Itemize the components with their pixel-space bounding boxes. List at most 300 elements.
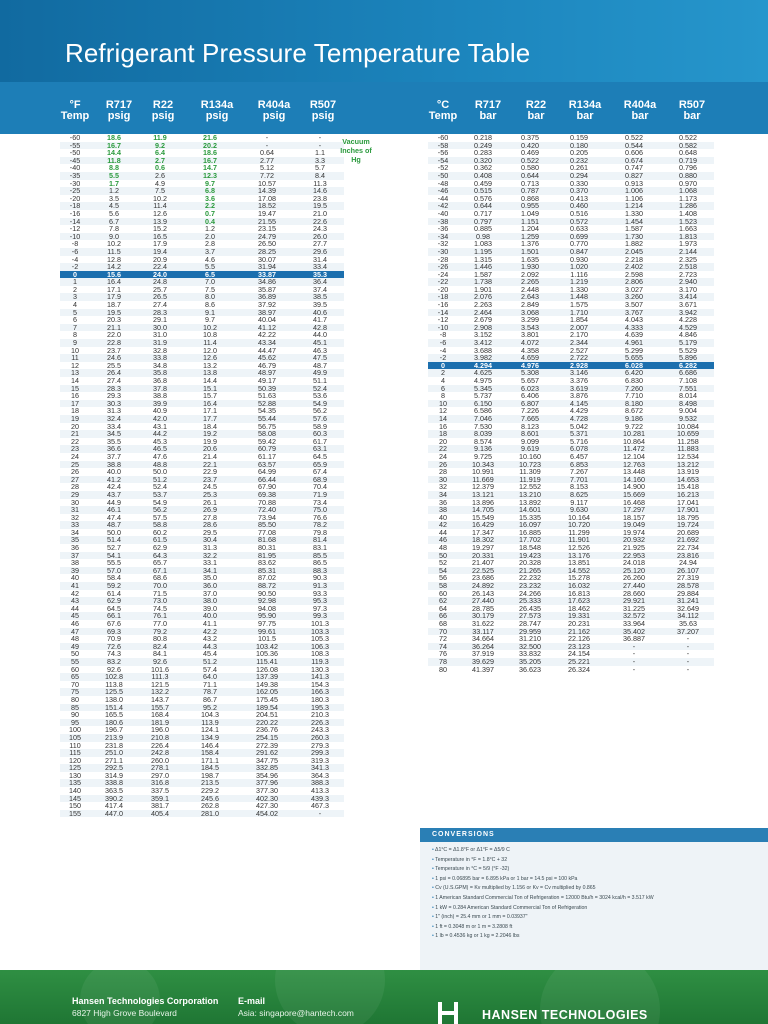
left-row [60, 628, 344, 636]
left-cell: 40.6 [296, 309, 344, 317]
left-row [60, 476, 344, 484]
left-row [60, 506, 344, 514]
left-cell: 85.50 [238, 521, 296, 529]
left-cell: -14 [60, 218, 90, 226]
right-cell: 6.078 [552, 445, 606, 453]
left-cell: 1.1 [315, 149, 325, 157]
left-cell: 92.98 [238, 597, 296, 605]
right-cell: 17.297 [606, 506, 662, 514]
right-cell: -52 [437, 164, 449, 172]
left-cell: 40 [71, 574, 79, 583]
fahrenheit-psig-table [60, 134, 344, 817]
right-cell: 14 [428, 415, 458, 423]
left-cell: 18 [71, 407, 79, 415]
left-cell: 4.9 [155, 179, 165, 188]
left-row [60, 544, 344, 552]
right-row [428, 157, 714, 165]
right-cell: 33.832 [519, 650, 541, 658]
left-row [60, 453, 344, 461]
left-row [60, 286, 344, 294]
left-cell: 41.2 [90, 476, 138, 484]
right-cell: 2.849 [521, 301, 539, 309]
left-row [60, 567, 344, 575]
right-cell: 0.420 [508, 142, 552, 150]
left-cell: 279.3 [311, 741, 329, 750]
right-row [428, 445, 714, 453]
left-cell: 229.2 [201, 787, 219, 795]
right-cell: 4.072 [508, 339, 552, 347]
left-cell: 25.5 [107, 361, 121, 370]
left-row [60, 157, 344, 165]
right-cell: 11.309 [519, 468, 541, 476]
left-cell: 13.8 [182, 369, 238, 377]
right-cell: - [686, 650, 690, 658]
right-cell: 1.006 [606, 187, 662, 195]
right-row [428, 415, 714, 423]
left-cell: 2.7 [138, 157, 182, 165]
left-row [60, 491, 344, 499]
left-cell: 29.5 [203, 528, 217, 537]
right-cell: 14.552 [552, 567, 606, 575]
right-cell: 2.464 [458, 309, 508, 317]
right-cell: 0.827 [606, 172, 662, 180]
left-cell: 19 [60, 415, 90, 423]
left-cell: 15 [60, 385, 90, 393]
right-cell: 8.625 [552, 491, 606, 499]
right-cell: 2.263 [474, 301, 492, 309]
conversion-item: • 1" (inch) = 25.4 mm or 1 mm = 0.03937" [432, 913, 762, 923]
left-cell: 11.4 [138, 202, 182, 210]
left-cell: 125.5 [90, 688, 138, 696]
left-cell: 7.5 [138, 187, 182, 195]
left-cell: 40.9 [153, 407, 167, 415]
right-row [428, 506, 714, 514]
left-cell: 25.7 [153, 285, 167, 294]
left-cell: 341.3 [296, 764, 344, 772]
left-cell: 9 [60, 339, 90, 347]
left-cell: 57.5 [153, 513, 167, 522]
right-row [428, 256, 714, 264]
left-cell: 40.0 [182, 612, 238, 620]
right-row [428, 430, 714, 438]
left-cell: 66.44 [238, 476, 296, 484]
right-cell: 9.630 [552, 506, 606, 514]
left-cell: 103.42 [238, 643, 296, 651]
right-cell: 13.851 [568, 559, 590, 567]
right-cell: 12.379 [472, 483, 494, 491]
left-cell: 75.0 [296, 506, 344, 514]
right-row [428, 628, 714, 636]
right-cell: 12.763 [606, 461, 662, 469]
left-row [60, 612, 344, 620]
left-cell: 19.5 [90, 309, 138, 317]
left-cell: 59.2 [90, 582, 138, 590]
left-cell: 158.4 [182, 749, 238, 757]
right-row [428, 453, 714, 461]
right-cell: 3.146 [552, 369, 606, 377]
right-cell: 1.730 [606, 233, 662, 241]
right-cell: - [662, 658, 714, 666]
left-cell: 33.4 [107, 422, 121, 431]
right-cell: 33.117 [458, 628, 508, 636]
left-cell: 42.4 [107, 483, 121, 491]
right-cell: 4.294 [458, 362, 508, 370]
right-cell: 0.408 [458, 172, 508, 180]
right-cell: 12.104 [623, 452, 645, 461]
right-cell: 17.901 [662, 506, 714, 514]
right-cell: 2.265 [508, 278, 552, 286]
left-cell: 26.0 [296, 233, 344, 241]
left-cell: 43.7 [90, 491, 138, 499]
left-cell: 347.75 [256, 756, 278, 765]
right-cell: 1.454 [606, 218, 662, 226]
left-cell: 38.5 [296, 293, 344, 301]
left-cell: 78.7 [182, 688, 238, 696]
right-cell: 10 [428, 400, 458, 408]
right-cell: 18 [428, 430, 458, 438]
left-cell: 42.22 [258, 331, 276, 340]
left-cell: 51.4 [90, 536, 138, 544]
right-cell: 3.801 [521, 331, 539, 340]
right-cell: 4.429 [570, 407, 588, 415]
right-cell: 10.991 [472, 468, 494, 476]
right-cell: 3.619 [552, 385, 606, 393]
left-cell: 27.4 [153, 301, 167, 309]
right-cell: 0.522 [508, 157, 552, 165]
left-row [60, 749, 344, 757]
left-cell: 184.5 [182, 764, 238, 772]
left-cell: 165.5 [105, 711, 123, 719]
right-cell: 12.552 [519, 483, 541, 491]
left-cell: 377.96 [238, 779, 296, 787]
right-cell: -8 [439, 331, 447, 340]
right-cell: 24.266 [519, 589, 541, 598]
right-cell: 0.576 [474, 194, 492, 203]
left-cell: 7.5 [205, 285, 215, 294]
right-cell: 20.689 [677, 528, 699, 537]
right-cell: 34.112 [662, 612, 714, 620]
right-cell: -20 [437, 285, 449, 294]
left-row [60, 499, 344, 507]
left-cell: 43.34 [238, 339, 296, 347]
right-cell: 8.601 [508, 430, 552, 438]
conversion-item: • 1 lb = 0.4536 kg or 1 kg = 2.2046 lbs [432, 932, 762, 942]
right-cell: 1.286 [662, 202, 714, 210]
right-cell: -48 [437, 179, 449, 188]
right-cell: 1.575 [570, 301, 588, 309]
right-cell: 31.241 [662, 597, 714, 605]
right-cell: 7.046 [458, 415, 508, 423]
left-cell: 2.6 [138, 172, 182, 180]
right-cell: 16 [439, 422, 447, 431]
right-cell: 10.164 [568, 513, 590, 522]
right-row [428, 324, 714, 332]
left-row [60, 483, 344, 491]
conversion-item: • 1 ft = 0.3048 m or 1 m = 3.2808 ft [432, 923, 762, 933]
right-cell: 0.674 [606, 157, 662, 165]
left-cell: 22.4 [138, 263, 182, 271]
left-cell: 25 [60, 461, 90, 469]
right-cell: 0.644 [508, 172, 552, 180]
right-cell: 6.023 [508, 385, 552, 393]
left-cell: 24.5 [203, 483, 217, 491]
left-cell: 36.6 [90, 445, 138, 453]
left-cell: 84.1 [153, 650, 167, 658]
right-cell: -60 [437, 134, 449, 142]
left-cell: 12.6 [182, 354, 238, 362]
left-cell: 180.6 [90, 719, 138, 727]
left-cell: 3 [60, 293, 90, 301]
left-cell: 28.3 [90, 385, 138, 393]
left-cell: -35 [60, 172, 90, 180]
right-cell: 32 [439, 483, 447, 491]
left-cell: 83.1 [313, 544, 327, 552]
celsius-bar-table [428, 134, 714, 673]
left-cell: 390.2 [90, 795, 138, 803]
left-cell: 46 [71, 620, 79, 628]
right-cell: 6.830 [625, 377, 643, 385]
right-cell: 0.880 [662, 172, 714, 180]
right-cell: 4.358 [521, 346, 539, 355]
left-cell: 44.47 [258, 346, 276, 355]
right-cell: 14.160 [606, 476, 662, 484]
left-row [60, 331, 344, 339]
right-cell: 28.660 [623, 589, 645, 598]
left-cell: 7.0 [182, 278, 238, 286]
right-cell: -34 [428, 233, 458, 241]
right-cell: 35.63 [679, 620, 697, 628]
right-cell: 23.232 [508, 582, 552, 590]
right-cell: 15.335 [519, 513, 541, 522]
conversion-item: • Δ1°C = Δ1.8°F or Δ1°F = Δ5/9 C [432, 846, 762, 856]
right-cell: 4.961 [606, 339, 662, 347]
left-cell: 36.89 [238, 293, 296, 301]
left-cell: 76.6 [313, 513, 327, 522]
right-cell: 0.717 [474, 209, 492, 218]
left-cell: 37 [60, 552, 90, 560]
right-row [428, 612, 714, 620]
right-cell: -22 [428, 278, 458, 286]
left-cell: 11 [60, 354, 90, 362]
right-cell: 5.308 [508, 369, 552, 377]
right-cell: 0.522 [625, 134, 643, 142]
left-cell: 2.77 [238, 157, 296, 165]
left-row [60, 711, 344, 719]
left-row [60, 142, 344, 150]
left-cell: 26.5 [138, 293, 182, 301]
right-cell: 0.644 [458, 202, 508, 210]
right-cell: 1.973 [679, 240, 697, 248]
left-cell: 32.4 [90, 415, 138, 423]
left-cell: 46.1 [90, 506, 138, 514]
left-cell: 33.87 [238, 271, 296, 279]
left-cell: 151.4 [90, 704, 138, 712]
left-cell: 55 [60, 658, 90, 666]
right-cell: 1.204 [521, 225, 539, 233]
right-cell: 3.299 [521, 316, 539, 324]
left-cell: 12.3 [182, 172, 238, 180]
left-cell: 24.79 [238, 233, 296, 241]
right-cell: 1.116 [570, 270, 588, 279]
right-cell: 26.143 [472, 589, 494, 598]
left-cell: 57.6 [296, 415, 344, 423]
left-cell: 45.1 [296, 339, 344, 347]
right-cell: -50 [428, 172, 458, 180]
left-cell: 29.6 [296, 248, 344, 256]
left-cell: 40.04 [258, 316, 276, 324]
left-cell: 22.6 [296, 218, 344, 226]
right-cell: 9.004 [679, 407, 697, 415]
right-row [428, 650, 714, 658]
left-row [60, 597, 344, 605]
left-cell: 5 [60, 309, 90, 317]
left-cell: 64.5 [313, 452, 327, 461]
left-cell: 110 [69, 741, 81, 750]
left-cell: 125 [60, 764, 90, 772]
right-cell: 2.928 [552, 362, 606, 370]
right-cell: 1.408 [679, 209, 697, 218]
left-cell: 115 [60, 749, 90, 757]
left-cell: 30.0 [138, 324, 182, 332]
left-row [60, 734, 344, 742]
left-cell: 50.0 [107, 528, 121, 537]
left-cell: 4.5 [90, 202, 138, 210]
left-cell: 95 [60, 719, 90, 727]
right-cell: 27.319 [677, 574, 699, 583]
left-cell: 22.8 [90, 339, 138, 347]
left-cell: 28.25 [238, 248, 296, 256]
right-cell: 22.953 [606, 552, 662, 560]
footer-email-asia[interactable]: Asia: singapore@hantech.com [238, 1008, 354, 1018]
right-cell: 1.049 [521, 209, 539, 218]
left-cell: 168.4 [151, 711, 169, 719]
right-cell: 8.123 [521, 422, 539, 431]
left-cell: 21.1 [90, 324, 138, 332]
left-cell: 105 [60, 734, 90, 742]
left-cell: 35.87 [258, 285, 276, 294]
left-cell: 18.4 [203, 422, 217, 431]
right-cell: 25.120 [606, 567, 662, 575]
right-cell: 16.468 [623, 498, 645, 507]
left-cell: 166.3 [296, 688, 344, 696]
left-row [60, 225, 344, 233]
left-cell: 17.1 [203, 407, 217, 415]
conversion-item: • 1 psi = 0.06895 bar = 6.895 kPa or 1 bar = 14.5 psi = 100 kPa [432, 875, 762, 885]
left-cell: 35.0 [203, 574, 217, 583]
left-cell: 67.4 [313, 468, 327, 476]
right-cell: 13.210 [508, 491, 552, 499]
right-cell: 4.625 [458, 369, 508, 377]
left-cell: 42 [71, 589, 79, 598]
left-cell: 31.0 [153, 331, 167, 340]
left-cell: 154.3 [311, 680, 329, 689]
right-row [428, 362, 714, 370]
right-cell: 28.578 [662, 582, 714, 590]
left-cell: 57.4 [203, 665, 217, 674]
left-cell: 71.1 [203, 680, 217, 689]
right-cell: 2.679 [474, 316, 492, 324]
right-cell: 3.982 [458, 354, 508, 362]
left-cell: 34.8 [153, 361, 167, 370]
left-cell: 150 [69, 802, 81, 810]
right-cell: -2 [428, 354, 458, 362]
right-cell: 37.919 [472, 650, 494, 658]
right-cell: 5.529 [679, 346, 697, 355]
left-cell: 52.4 [153, 483, 167, 491]
right-row [428, 210, 714, 218]
left-cell: 16.4 [182, 400, 238, 408]
right-cell: 18.157 [623, 513, 645, 522]
left-cell: 48 [71, 635, 79, 643]
left-cell: 51.1 [313, 377, 327, 385]
left-cell: 10.57 [258, 179, 276, 188]
left-cell: 19.2 [182, 430, 238, 438]
right-cell: 2.325 [679, 255, 697, 264]
left-cell: 3.3 [296, 157, 344, 165]
right-cell: 2.045 [606, 248, 662, 256]
right-cell: 8.672 [625, 407, 643, 415]
right-cell: 21.925 [623, 544, 645, 552]
right-cell: 9.532 [662, 415, 714, 423]
left-cell: 26.4 [90, 369, 138, 377]
right-cell: 0.544 [606, 142, 662, 150]
left-cell: 417.4 [105, 802, 123, 810]
right-cell: 1.501 [508, 248, 552, 256]
right-cell: 7.551 [662, 385, 714, 393]
left-row [60, 704, 344, 712]
left-cell: 65.9 [296, 461, 344, 469]
right-cell: 4.529 [662, 324, 714, 332]
left-cell: 32.8 [153, 346, 167, 355]
left-cell: 5.7 [315, 164, 325, 172]
left-cell: 26.9 [182, 506, 238, 514]
left-cell: 18.7 [107, 301, 121, 309]
left-cell: 21.0 [313, 209, 327, 218]
right-cell: 0.580 [521, 164, 539, 172]
right-cell: 10.659 [662, 430, 714, 438]
right-cell: 7.267 [570, 468, 588, 476]
right-row [428, 331, 714, 339]
right-cell: 15.549 [472, 513, 494, 522]
left-row [60, 696, 344, 704]
right-cell: 19.297 [472, 544, 494, 552]
right-cell: 5.371 [552, 430, 606, 438]
left-cell: 33.4 [296, 263, 344, 271]
left-cell: 13 [60, 369, 90, 377]
left-row [60, 764, 344, 772]
left-cell: 29 [60, 491, 90, 499]
left-row [60, 385, 344, 393]
left-row [60, 369, 344, 377]
right-cell: 10.084 [677, 422, 699, 431]
right-cell: 29.884 [677, 589, 699, 598]
right-cell: 15.278 [568, 574, 590, 583]
right-cell: -16 [437, 301, 449, 309]
left-row [60, 218, 344, 226]
right-row [428, 643, 714, 651]
right-cell: 35.205 [508, 658, 552, 666]
left-cell: 48.97 [238, 369, 296, 377]
left-cell: 77.0 [153, 620, 167, 628]
right-cell: 26.107 [662, 567, 714, 575]
right-cell: 2.144 [662, 248, 714, 256]
left-cell: 35.3 [296, 271, 344, 279]
right-row [428, 468, 714, 476]
right-cell: 1.901 [474, 285, 492, 294]
left-cell: 58.8 [138, 521, 182, 529]
right-cell: 42 [428, 521, 458, 529]
left-cell: 36 [71, 544, 79, 552]
